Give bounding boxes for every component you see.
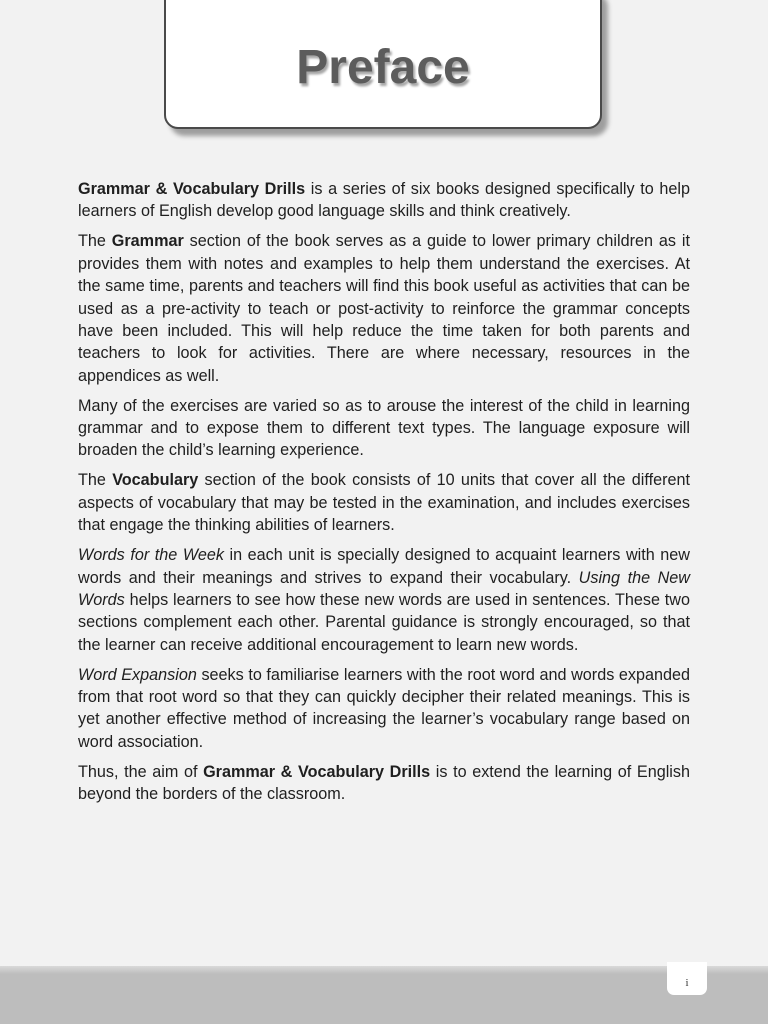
paragraph-2: The Grammar section of the book serves as a guide to lower primary children as it provides them with notes and examples to help them understand the exercises. At the same time, parents and teachers will find this book useful as activities that can be used as a pre-activity to teach or post-activity to reinforce the grammar concepts have been included. This will help reduce the time taken for both parents and teachers to look for activities. There are where necessary, resources in the appendices as well. xyxy=(78,232,690,385)
word-expansion-italic: Word Expansion xyxy=(78,665,197,684)
paragraph-7: Thus, the aim of Grammar & Vocabulary Drills is to extend the learning of English beyond the borders of the classroom. xyxy=(78,762,690,804)
title-box xyxy=(164,0,602,129)
book-title-bold: Grammar & Vocabulary Drills xyxy=(78,180,306,198)
page-number: i xyxy=(667,962,707,995)
grammar-bold: Grammar xyxy=(111,232,184,251)
book-title-bold-2: Grammar & Vocabulary Drills xyxy=(203,762,431,781)
footer-bar xyxy=(0,966,768,1024)
vocabulary-bold: Vocabulary xyxy=(112,471,199,490)
paragraph-6: Word Expansion seeks to familiarise learners with the root word and words expanded from that root word so that they can quickly decipher their related meanings. This is yet another effective method of increasing the learner’s vocabulary range based on word association. xyxy=(78,665,690,751)
paragraph-3: Many of the exercises are varied so as to arouse the interest of the child in learning grammar and to expose them to different text types. The language exposure will broaden the child’s learning experience. xyxy=(78,396,690,460)
preface-body xyxy=(78,178,690,813)
paragraph-5: Words for the Week in each unit is specially designed to acquaint learners with new words and their meanings and strives to expand their vocabulary. Using the New Words helps learners to see how these new words are used in sentences. These two sections complement each other. Parental guidance is strongly encouraged, so that the learner can receive additional encouragement to learn new words. xyxy=(78,546,690,654)
using-the-new-words-italic: Using the New Words xyxy=(78,568,690,609)
words-for-the-week-italic: Words for the Week xyxy=(78,546,224,565)
paragraph-1: Grammar & Vocabulary Drills is a series of six books designed specifically to help learners of English develop good language skills and think creatively. xyxy=(78,180,691,221)
page-title: Preface xyxy=(296,41,470,94)
paragraph-4: The Vocabulary section of the book consists of 10 units that cover all the different aspects of vocabulary that may be tested in the examination, and includes exercises that engage the thinking abilities of learners. xyxy=(78,471,690,535)
